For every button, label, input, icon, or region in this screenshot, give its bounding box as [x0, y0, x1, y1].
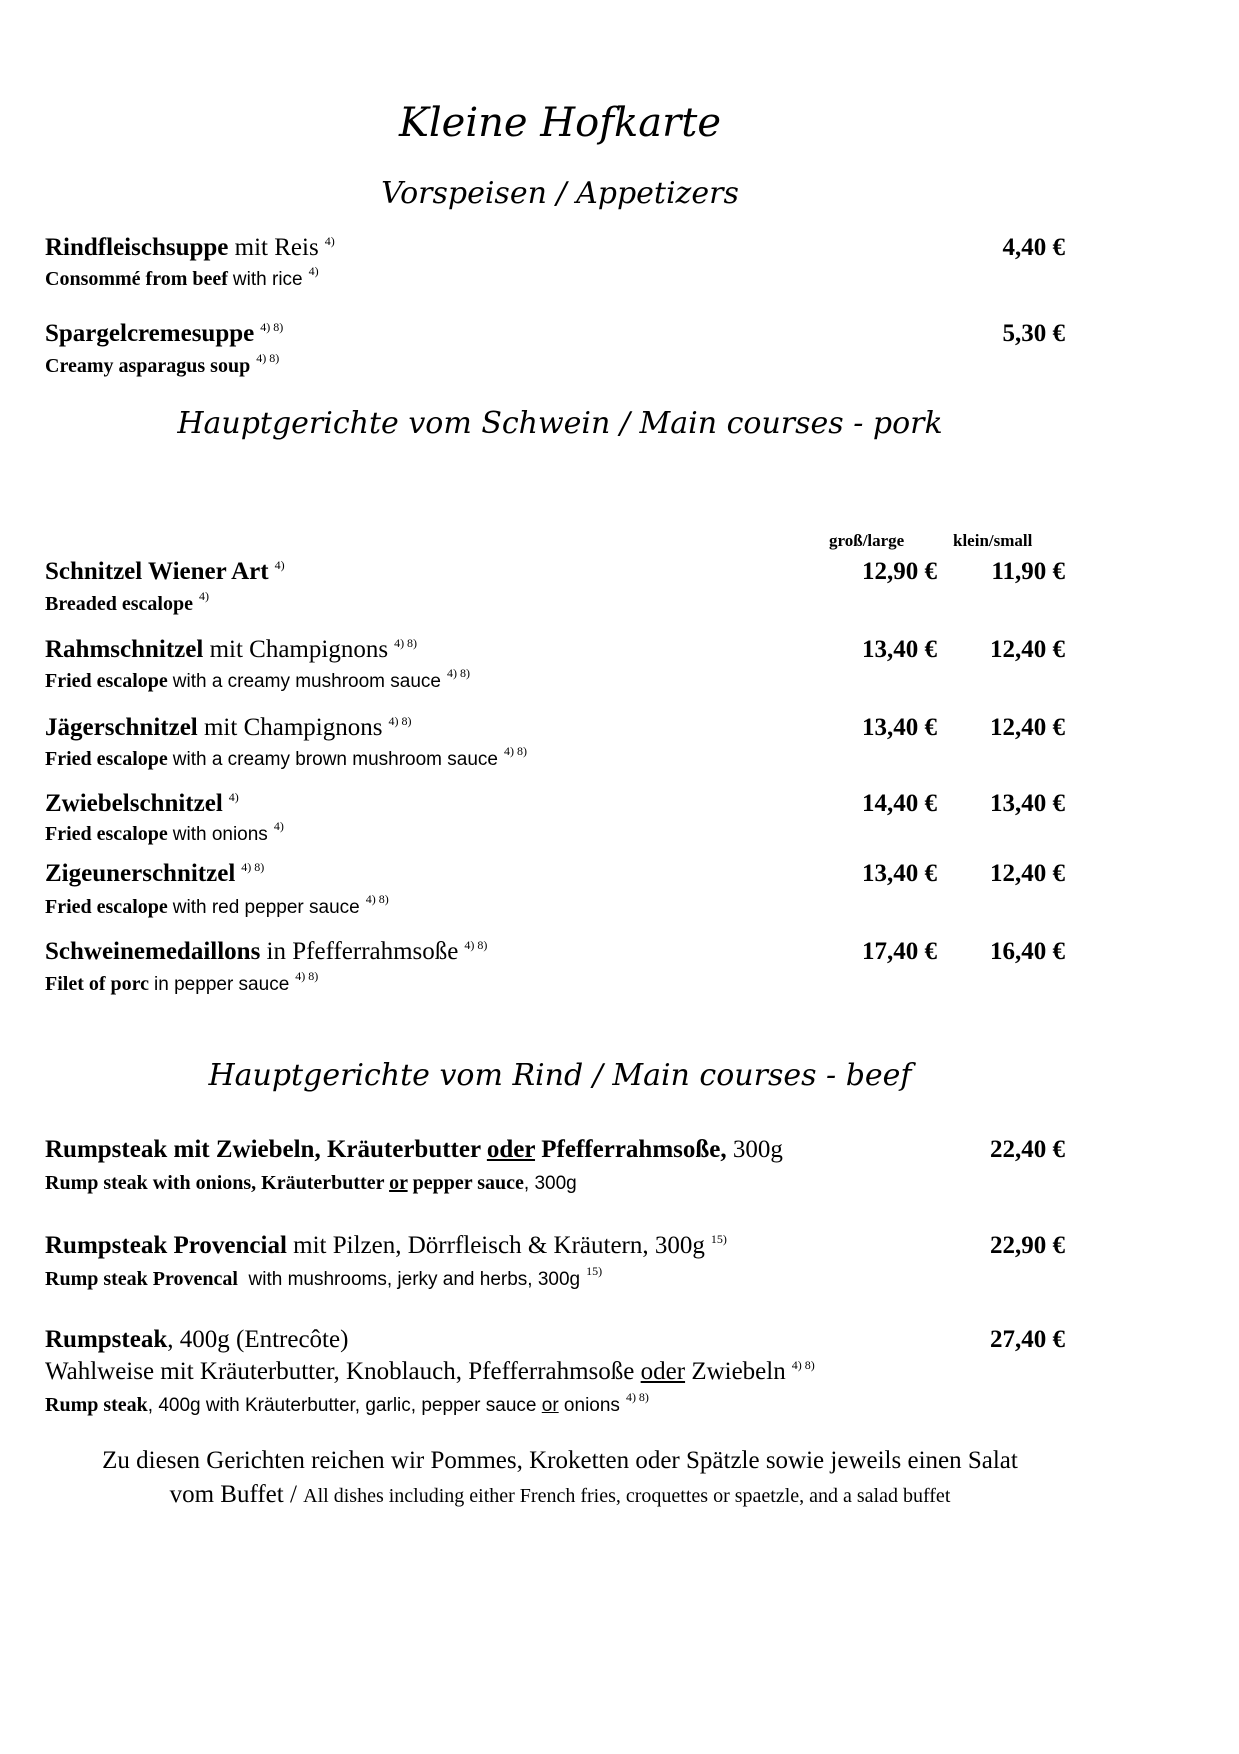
dish-name-en: Fried escalope: [45, 748, 168, 770]
dish-name-en: Rump steak: [45, 1394, 148, 1416]
dish-detail: mit Reis: [234, 234, 319, 261]
allergen-note: 4) 8): [504, 744, 527, 758]
pork-dish-en: [45, 666, 470, 693]
dish-detail-en: with rice: [232, 269, 303, 290]
or-word: or: [389, 1172, 408, 1194]
appetizer-name-en: [45, 264, 319, 291]
allergen-note: 4) 8): [388, 714, 412, 728]
section-heading-pork: Hauptgerichte vom Schwein / Main courses - pork: [177, 406, 943, 441]
dish-detail: mit Pilzen, Dörrfleisch & Kräutern, 300g: [286, 1232, 705, 1259]
beef-dish-de: [45, 1136, 783, 1164]
beef-dish-de: [45, 1326, 348, 1354]
pork-dish-de: [45, 860, 264, 888]
dish-name-en: Rump steak with onions, Kräuterbutter: [45, 1172, 390, 1194]
price-small: 11,90 €: [991, 558, 1065, 585]
pork-dish-en: [45, 589, 209, 616]
appetizer-name-en: [45, 351, 280, 378]
pork-dish-de: [45, 636, 417, 664]
allergen-note: 4) 8): [241, 860, 265, 874]
dish-name: Rumpsteak mit Zwiebeln, Kräuterbutter: [45, 1136, 487, 1163]
price-small: 12,40 €: [990, 636, 1065, 663]
pork-dish-de: [45, 714, 411, 742]
price: 5,30 €: [1002, 320, 1065, 347]
pork-dish-en: [45, 892, 389, 919]
beef-dish-de: [45, 1232, 727, 1260]
dish-detail-en: , 400g with Kräuterbutter, garlic, pepper sauce: [147, 1395, 542, 1416]
beef-dish-en: [45, 1172, 577, 1195]
side-dishes-note-en: All dishes including either French fries, croquettes or spaetzle, and a salad buffet: [303, 1485, 951, 1507]
price: 4,40 €: [1002, 234, 1065, 261]
dish-detail-en: with onions: [172, 824, 268, 845]
dish-name-en: Fried escalope: [45, 670, 168, 692]
dish-name: Schweinemedaillons: [45, 938, 261, 965]
pork-dish-de: [45, 790, 239, 818]
dish-detail: mit Champignons: [203, 714, 383, 741]
pork-dish-de: [45, 558, 285, 586]
allergen-note: 4) 8): [256, 351, 280, 365]
dish-name-en: Creamy asparagus soup: [45, 355, 251, 377]
dish-detail-en: , 300g: [523, 1173, 577, 1194]
dish-name: Jägerschnitzel: [45, 714, 198, 741]
section-heading-appetizers: Vorspeisen / Appetizers: [381, 176, 739, 211]
beef-dish-en: [45, 1390, 649, 1417]
dish-detail-en-cont: onions: [558, 1395, 620, 1416]
dish-name-en: Fried escalope: [45, 823, 168, 845]
price-large: 17,40 €: [862, 938, 937, 965]
dish-name: Spargelcremesuppe: [45, 320, 255, 347]
price-large: 13,40 €: [862, 636, 937, 663]
allergen-note: 4): [324, 234, 335, 248]
side-dishes-note-line2: [0, 1478, 1120, 1513]
dish-detail-en: with a creamy mushroom sauce: [172, 671, 441, 692]
section-heading-beef: Hauptgerichte vom Rind / Main courses - beef: [208, 1058, 912, 1093]
pork-dish-de: [45, 938, 487, 966]
pork-dish-en: [45, 819, 284, 846]
menu-title: Kleine Hofkarte: [398, 100, 721, 146]
dish-detail-en: with mushrooms, jerky and herbs, 300g: [237, 1269, 581, 1290]
price-small: 12,40 €: [990, 860, 1065, 887]
dish-detail-en: with a creamy brown mushroom sauce: [172, 749, 498, 770]
side-dishes-note-de-end: vom Buffet /: [169, 1481, 304, 1508]
price: 27,40 €: [990, 1326, 1065, 1353]
options-text-cont: Zwiebeln: [685, 1358, 786, 1385]
price: 22,40 €: [990, 1136, 1065, 1163]
price-small: 13,40 €: [990, 790, 1065, 817]
dish-name: Rumpsteak: [45, 1326, 168, 1353]
price-large: 13,40 €: [862, 714, 937, 741]
column-header-large: groß/large: [829, 531, 905, 550]
pork-dish-en: [45, 744, 527, 771]
side-dishes-note: [0, 1444, 1120, 1513]
dish-detail: in Pfefferrahmsoße: [266, 938, 459, 965]
price-small: 12,40 €: [990, 714, 1065, 741]
dish-name-en: Rump steak Provencal: [45, 1268, 238, 1290]
allergen-note: 4) 8): [295, 969, 319, 983]
price-large: 12,90 €: [862, 558, 937, 585]
side-dishes-note-de: Zu diesen Gerichten reichen wir Pommes, Kroketten oder Spätzle sowie jeweils einen Salat: [102, 1447, 1018, 1474]
allergen-note: 15): [586, 1264, 603, 1278]
dish-name-en: Breaded escalope: [45, 593, 193, 615]
allergen-note: 4): [228, 790, 239, 804]
allergen-note: 4): [198, 589, 209, 603]
appetizer-name-de: [45, 320, 283, 348]
dish-name: Schnitzel Wiener Art: [45, 558, 269, 585]
options-text: Wahlweise mit Kräuterbutter, Knoblauch, Pfefferrahmsoße: [45, 1358, 641, 1385]
allergen-note: 4) 8): [365, 892, 389, 906]
dish-name-cont: Pfefferrahmsoße,: [535, 1136, 727, 1163]
or-word: or: [541, 1395, 559, 1416]
dish-name: Rindfleischsuppe: [45, 234, 229, 261]
allergen-note: 4) 8): [446, 666, 470, 680]
allergen-note: 4): [273, 819, 284, 833]
dish-detail: mit Champignons: [209, 636, 389, 663]
dish-name-en: Consommé from beef: [45, 268, 228, 290]
allergen-note: 15): [710, 1232, 727, 1246]
column-header-small: klein/small: [953, 531, 1033, 550]
allergen-note: 4) 8): [260, 320, 284, 334]
dish-detail-en: with red pepper sauce: [172, 897, 360, 918]
allergen-note: 4): [274, 558, 285, 572]
dish-detail: 300g: [726, 1136, 783, 1163]
dish-detail: , 400g (Entrecôte): [167, 1326, 349, 1353]
dish-name: Rahmschnitzel: [45, 636, 204, 663]
price-small: 16,40 €: [990, 938, 1065, 965]
allergen-note: 4) 8): [464, 938, 488, 952]
dish-name-en-cont: pepper sauce: [407, 1172, 524, 1194]
allergen-note: 4): [308, 264, 319, 278]
dish-name: Zwiebelschnitzel: [45, 790, 223, 817]
price: 22,90 €: [990, 1232, 1065, 1259]
dish-name: Zigeunerschnitzel: [45, 860, 236, 887]
or-word: oder: [640, 1358, 686, 1385]
allergen-note: 4) 8): [791, 1358, 815, 1372]
beef-dish-options: [45, 1358, 815, 1386]
allergen-note: 4) 8): [625, 1390, 649, 1404]
price-large: 13,40 €: [862, 860, 937, 887]
or-word: oder: [486, 1136, 536, 1163]
dish-detail-en: in pepper sauce: [154, 974, 290, 995]
dish-name: Rumpsteak Provencial: [45, 1232, 287, 1259]
allergen-note: 4) 8): [394, 636, 418, 650]
dish-name-en: Fried escalope: [45, 896, 168, 918]
appetizer-name-de: [45, 234, 335, 262]
pork-dish-en: [45, 969, 319, 996]
dish-name-en: Filet of porc: [45, 973, 150, 995]
beef-dish-en: [45, 1264, 603, 1291]
price-large: 14,40 €: [862, 790, 937, 817]
